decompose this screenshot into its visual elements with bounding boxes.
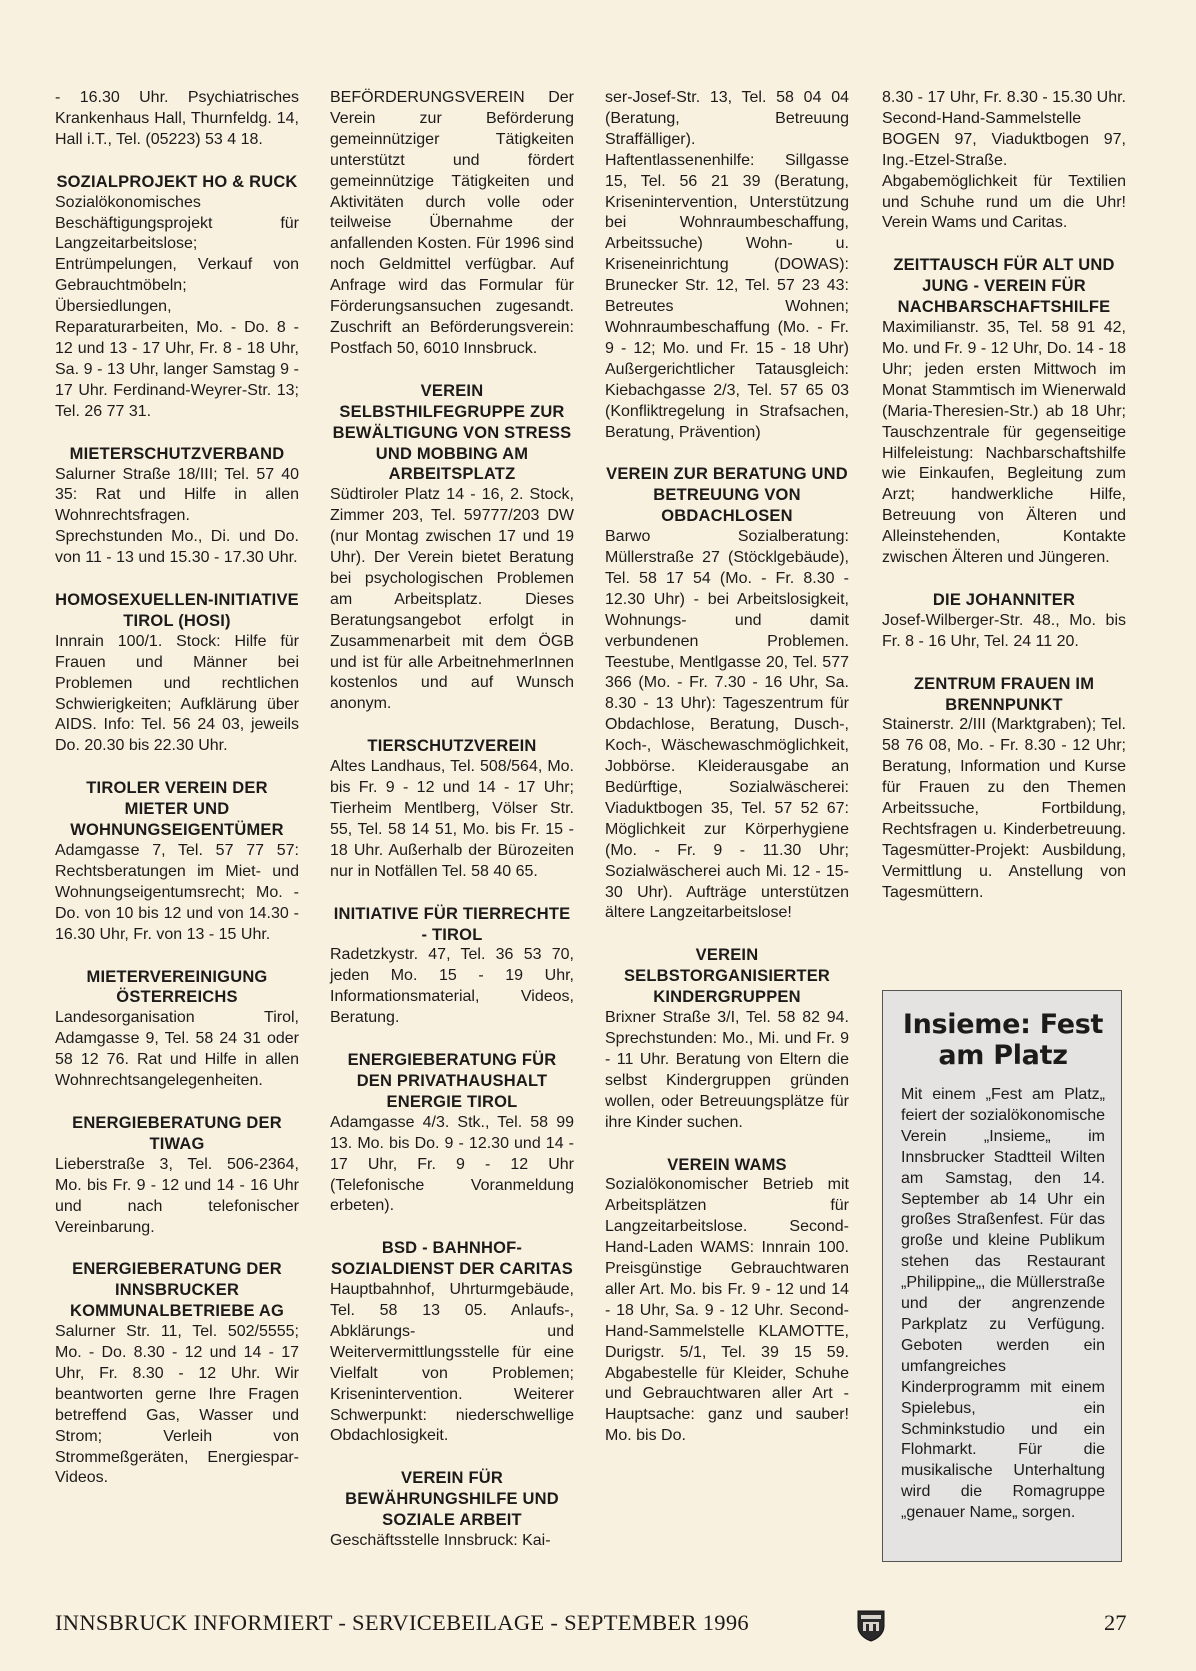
directory-entry xyxy=(605,1155,849,1448)
directory-entry xyxy=(330,381,574,716)
entry-body: Brixner Straße 3/I, Tel. 58 82 94. Sprechstunden: Mo., Mi. und Fr. 9 - 11 Uhr. Beratung von Eltern die selbst Kindergruppen gründen wollen, oder Betreuungsplätze für ihre Kinder suchen. xyxy=(605,1009,849,1131)
entry-heading: MIETERSCHUTZVERBAND xyxy=(69,444,285,463)
entry-body: Salurner Straße 18/III; Tel. 57 40 35: Rat und Hilfe in allen Wohnrechtsfragen. Sprechstunden Mo., Di. und Do. von 11 - 13 und 15.30 - 17.30 Uhr. xyxy=(55,465,299,567)
entry-body: Hauptbahnhof, Uhrturmgebäude, Tel. 58 13 05. Anlaufs-, Abklärungs- und Weitervermittlungsstelle für eine Vielfalt von Problemen; Krisenintervention. Weiterer Schwerpunkt: niederschwellige Obdachlosigkeit. xyxy=(330,1281,574,1445)
entry-body: Stainerstr. 2/III (Marktgraben); Tel. 58 76 08, Mo. - Fr. 8.30 - 12 Uhr; Beratung, Information und Kurse für Frauen zu den Themen Arbeitssuche, Fortbildung, Rechtsfragen u. Kinderbetreuung. Tagesmütter-Projekt: Ausbildung, Vermittlung u. Anstellung von Tagesmüttern. xyxy=(882,716,1126,901)
entry-heading: VEREIN WAMS xyxy=(667,1155,787,1174)
entry-heading: ENERGIEBERATUNG FÜR DEN PRIVATHAUSHALT ENERGIE TIROL xyxy=(347,1051,557,1111)
directory-entry xyxy=(55,778,299,945)
box-title: Insieme: Fest am Platz xyxy=(902,1009,1104,1071)
entry-heading: VEREIN SELBSTORGANISIERTER KINDERGRUPPEN xyxy=(623,946,831,1007)
column-3 xyxy=(605,88,849,1468)
page-number: 27 xyxy=(1104,1610,1127,1635)
directory-entry xyxy=(330,736,574,882)
entry-heading: ENERGIEBERATUNG DER INNSBRUCKER KOMMUNALBETRIEBE AG xyxy=(69,1260,284,1321)
entry-body: Südtiroler Platz 14 - 16, 2. Stock, Zimmer 203, Tel. 59777/203 DW (nur Montag zwischen 17 und 19 Uhr). Der Verein bietet Beratung bei psychologischen Problemen am Arbeitsplatz. Dieses Beratungsangebot erfolgt in Zusammenarbeit mit dem ÖGB und ist für alle ArbeitnehmerInnen kostenlos und auf Wunsch anonym. xyxy=(330,486,574,713)
entry-heading: VEREIN FÜR BEWÄHRUNGSHILFE UND SOZIALE ARBEIT xyxy=(345,1469,559,1530)
entry-heading: ZENTRUM FRAUEN IM BRENNPUNKT xyxy=(913,674,1095,714)
insieme-info-box xyxy=(882,990,1122,1562)
entry-heading: SOZIALPROJEKT HO & RUCK xyxy=(56,172,298,191)
entry-heading: TIROLER VEREIN DER MIETER UND WOHNUNGSEIGENTÜMER xyxy=(70,779,284,840)
entry-heading: BSD - BAHNHOF-SOZIALDIENST DER CARITAS xyxy=(331,1239,573,1279)
directory-entry xyxy=(330,904,574,1029)
directory-entry xyxy=(55,1259,299,1489)
footer-title: INNSBRUCK INFORMIERT - SERVICEBEILAGE - SEPTEMBER 1996 xyxy=(55,1610,749,1635)
entry-body: - 16.30 Uhr. Psychiatrisches Krankenhaus Hall, Thurnfeldg. 14, Hall i.T., Tel. (05223) 53 4 18. xyxy=(55,89,299,148)
directory-entry xyxy=(882,590,1126,653)
entry-body: Landesorganisation Tirol, Adamgasse 9, Tel. 58 24 31 oder 58 12 76. Rat und Hilfe in allen Wohnrechtsangelegenheiten. xyxy=(55,1009,299,1090)
entry-body: Altes Landhaus, Tel. 508/564, Mo. bis Fr. 9 - 12 und 14 - 17 Uhr; Tierheim Mentlberg, Völser Str. 55, Tel. 58 14 51, Mo. bis Fr. 15 - 18 Uhr. Außerhalb der Bürozeiten nur in Notfällen Tel. 58 40 65. xyxy=(330,758,574,880)
entry-body: Lieberstraße 3, Tel. 506-2364, Mo. bis Fr. 9 - 12 und 14 - 16 Uhr und nach telefonischer Vereinbarung. xyxy=(55,1155,299,1236)
entry-body: Geschäftsstelle Innsbruck: Kai- xyxy=(330,1532,551,1550)
entry-body: Sozialökonomischer Betrieb mit Arbeitsplätzen für Langzeitarbeitslose. Second-Hand-Laden WAMS: Innrain 100. Preisgünstige Gebrauchtwaren aller Art. Mo. bis Fr. 9 - 12 und 14 - 18 Uhr, Sa. 9 - 12 Uhr. Second-Hand-Sammelstelle KLAMOTTE, Durigstr. 5/1, Tel. 39 15 59. Abgabestelle für Kleider, Schuhe und Gebrauchtwaren aller Art - Hauptsache: ganz und sauber! Mo. bis Do. xyxy=(605,1176,849,1445)
directory-entry xyxy=(330,1238,574,1447)
column-4 xyxy=(882,88,1126,925)
entry-body: 8.30 - 17 Uhr, Fr. 8.30 - 15.30 Uhr. Second-Hand-Sammelstelle BOGEN 97, Viaduktbogen 97, Ing.-Etzel-Straße. Abgabemöglichkeit für Textilien und Schuhe rund um die Uhr! Verein Wams und Caritas. xyxy=(882,89,1126,232)
directory-entry xyxy=(55,1113,299,1238)
directory-entry xyxy=(605,88,849,443)
directory-entry xyxy=(605,464,849,924)
entry-body: BEFÖRDERUNGSVEREIN Der Verein zur Beförderung gemeinnütziger Tätigkeiten unterstützt und fördert gemeinnützige Tätigkeiten und Aktivitäten durch volle oder teilweise Übernahme der anfallenden Kosten. Für 1996 sind noch Geldmittel verfügbar. Auf Anfrage wird das Formular für Förderungsansuchen zugesandt. Zuschrift an Beförderungsverein: Postfach 50, 6010 Innsbruck. xyxy=(330,89,574,357)
directory-entry xyxy=(55,172,299,423)
city-crest-icon xyxy=(856,1608,886,1642)
directory-entry xyxy=(882,674,1126,904)
entry-heading: HOMOSEXUELLEN-INITIATIVE TIROL (HOSI) xyxy=(55,591,299,630)
entry-body: Salurner Str. 11, Tel. 502/5555; Mo. - Do. 8.30 - 12 und 14 - 17 Uhr, Fr. 8.30 - 12 Uhr. Wir beantworten gerne Ihre Fragen betreffend Gas, Wasser und Strom; Verleih von Strommeßgeräten, Energiespar-Videos. xyxy=(55,1323,299,1487)
directory-entry xyxy=(882,88,1126,234)
directory-entry xyxy=(882,255,1126,569)
directory-entry xyxy=(55,967,299,1092)
entry-heading: VEREIN SELBSTHILFEGRUPPE ZUR BEWÄLTIGUNG VON STRESS UND MOBBING AM ARBEITSPLATZ xyxy=(332,381,572,484)
entry-heading: ZEITTAUSCH FÜR ALT UND JUNG - VEREIN FÜR NACHBARSCHAFTSHILFE xyxy=(893,256,1115,317)
entry-body: Adamgasse 4/3. Stk., Tel. 58 99 13. Mo. bis Do. 9 - 12.30 und 14 - 17 Uhr, Fr. 9 - 12 Uhr (Telefonische Voranmeldung erbeten). xyxy=(330,1113,574,1215)
directory-entry xyxy=(55,444,299,569)
directory-entry xyxy=(330,1050,574,1217)
entry-body: Barwo Sozialberatung: Müllerstraße 27 (Stöcklgebäude), Tel. 58 17 54 (Mo. - Fr. 8.30 - 12.30 Uhr) - bei Arbeitslosigkeit, Wohnungs- und damit verbundenen Problemen. Teestube, Mentlgasse 20, Tel. 577 366 (Mo. - Fr. 7.30 - 16 Uhr, Sa. 8.30 - 13 Uhr): Tageszentrum für Obdachlose, Beratung, Dusch-, Koch-, Wäschewaschmöglichkeit, Jobbörse. Kleiderausgabe an Bedürftige, Sozialwäscherei: Viaduktbogen 35, Tel. 57 52 67: Möglichkeit zur Körperhygiene (Mo. - Fr. 9 - 11.30 Uhr; Sozialwäscherei auch Mi. 12 - 15-30 Uhr). Aufträge unterstützen ältere Langzeitarbeitslose! xyxy=(605,528,849,922)
entry-body: Innrain 100/1. Stock: Hilfe für Frauen und Männer bei Problemen und rechtlichen Schwierigkeiten; Aufklärung über AIDS. Info: Tel. 56 24 03, jeweils Do. 20.30 bis 22.30 Uhr. xyxy=(55,632,299,755)
directory-entry xyxy=(330,1468,574,1552)
entry-heading: MIETERVEREINIGUNG ÖSTERREICHS xyxy=(86,967,268,1007)
entry-heading: DIE JOHANNITER xyxy=(932,590,1076,609)
directory-entry xyxy=(55,88,299,151)
directory-entry xyxy=(330,88,574,360)
entry-body: Adamgasse 7, Tel. 57 77 57: Rechtsberatungen im Miet- und Wohnungseigentumsrecht; Mo. - Do. von 10 bis 12 und von 14.30 - 16.30 Uhr, Fr. von 13 - 15 Uhr. xyxy=(55,842,299,943)
entry-body: ser-Josef-Str. 13, Tel. 58 04 04 (Beratung, Betreuung Straffälliger). Haftentlassenenhilfe: Sillgasse 15, Tel. 56 21 39 (Beratung, Krisenintervention, Unterstützung bei Wohnraumbeschaffung, Arbeitssuche) Wohn- u. Kriseneinrichtung (DOWAS): Brunecker Str. 12, Tel. 57 23 43: Betreutes Wohnen; Wohnraumbeschaffung (Mo. - Fr. 9 - 12; Mo. und Fr. 15 - 18 Uhr) Außergerichtlicher Tatausgleich: Kiebachgasse 2/3, Tel. 57 65 03 (Konfliktregelung in Strafsachen, Beratung, Prävention) xyxy=(605,89,849,441)
directory-entry xyxy=(55,590,299,757)
entry-body: Josef-Wilberger-Str. 48., Mo. bis Fr. 8 - 16 Uhr, Tel. 24 11 20. xyxy=(882,611,1126,650)
column-1 xyxy=(55,88,299,1510)
entry-body: Maximilianstr. 35, Tel. 58 91 42, Mo. und Fr. 9 - 12 Uhr, Do. 14 - 18 Uhr; jeden ersten Mittwoch im Monat Stammtisch im Wienerwald (Maria-Theresien-Str.) ab 18 Uhr; Tauschzentrale für gegenseitige Hilfeleistung: Nachbarschaftshilfe wie Einkaufen, Begleitung zum Arzt; handwerkliche Hilfe, Betreuung von Älteren und Alleinstehenden, Kontakte zwischen Älteren und Jüngeren. xyxy=(882,319,1126,567)
entry-heading: INITIATIVE FÜR TIERRECHTE - TIROL xyxy=(333,904,571,944)
entry-body: Radetzkystr. 47, Tel. 36 53 70, jeden Mo. 15 - 19 Uhr, Informationsmaterial, Videos, Beratung. xyxy=(330,946,574,1027)
box-body: Mit einem „Fest am Platz„ feiert der sozialökonomische Verein „Insieme„ im Innsbrucker Stadtteil Wilten am Samstag, den 14. September ab 14 Uhr ein großes Straßenfest. Für das große und kleine Publikum stehen das Restaurant „Philippine„, die Müllerstraße und der angrenzende Parkplatz zu Verfügung. Geboten werden ein umfangreiches Kinderprogramm mit einem Spielebus, ein Schminkstudio und ein Flohmarkt. Für die musikalische Unterhaltung wird die Romagruppe „genauer Name„ sorgen. xyxy=(901,1086,1105,1522)
entry-heading: ENERGIEBERATUNG DER TIWAG xyxy=(72,1113,282,1153)
column-2 xyxy=(330,88,574,1573)
entry-heading: TIERSCHUTZVEREIN xyxy=(367,737,537,756)
directory-entry xyxy=(605,945,849,1133)
entry-body: Sozialökonomisches Beschäftigungsprojekt für Langzeitarbeitslose; Entrümpelungen, Verkauf von Gebrauchtmöbeln; Übersiedlungen, Reparaturarbeiten, Mo. - Do. 8 - 12 und 13 - 17 Uhr, Fr. 8 - 18 Uhr, Sa. 9 - 13 Uhr, langer Samstag 9 - 17 Uhr. Ferdinand-Weyrer-Str. 13; Tel. 26 77 31. xyxy=(55,193,299,420)
entry-heading: VEREIN ZUR BERATUNG UND BETREUUNG VON OBDACHLOSEN xyxy=(606,465,848,526)
